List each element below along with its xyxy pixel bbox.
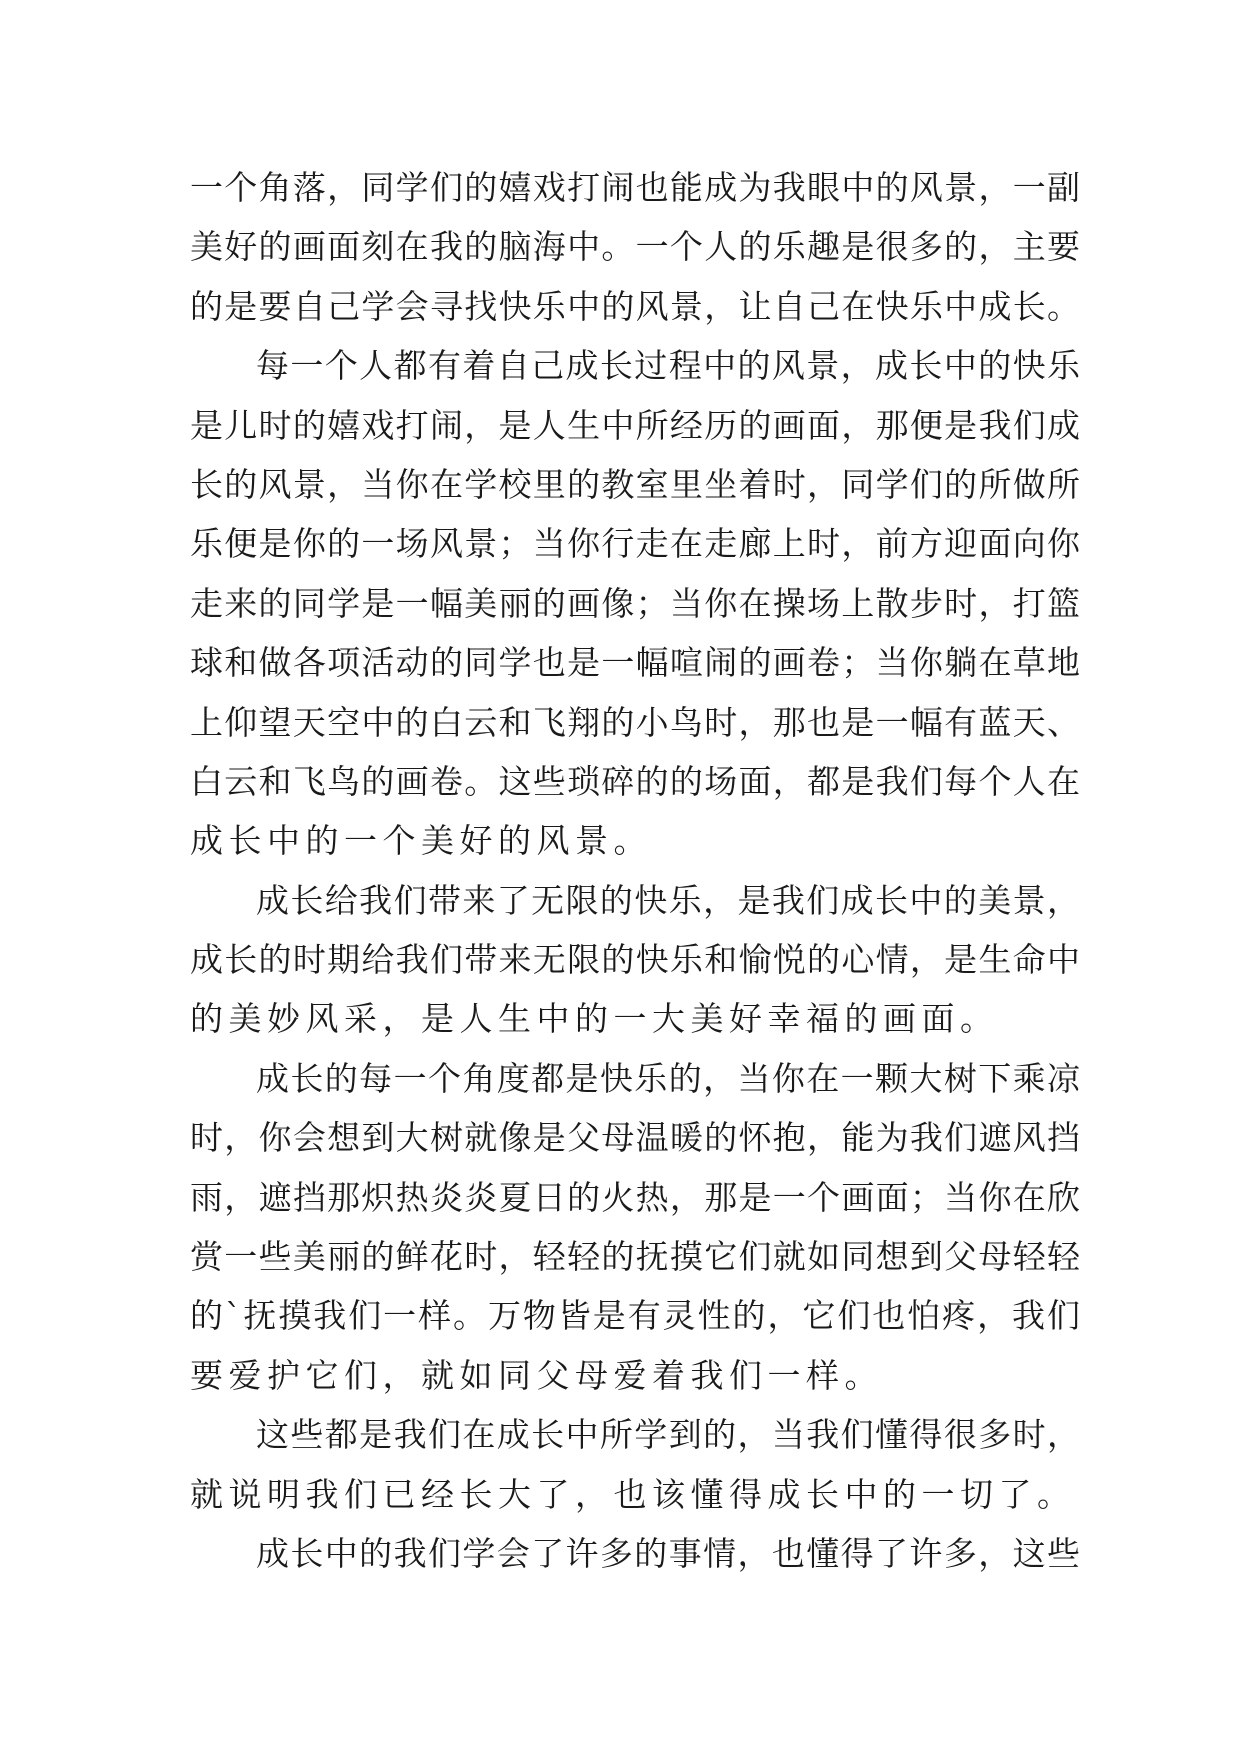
- text-line: 的`抚摸我们一样。万物皆是有灵性的，它们也怕疼，我们: [190, 1296, 1080, 1336]
- text-line: 是儿时的嬉戏打闹，是人生中所经历的画面，那便是我们成: [190, 405, 1080, 445]
- paragraph-last-line: 要爱护它们，就如同父母爱着我们一样。: [190, 1355, 883, 1395]
- paragraph-first-line: 这些都是我们在成长中所学到的，当我们懂得很多时，: [256, 1415, 1080, 1455]
- text-line: 的是要自己学会寻找快乐中的风景，让自己在快乐中成长。: [190, 286, 1080, 326]
- text-line: 走来的同学是一幅美丽的画像；当你在操场上散步时，打篮: [190, 583, 1080, 623]
- text-line: 长的风景，当你在学校里的教室里坐着时，同学们的所做所: [190, 464, 1080, 504]
- paragraph-first-line: 成长的每一个角度都是快乐的，当你在一颗大树下乘凉: [256, 1058, 1080, 1098]
- paragraph-first-line: 每一个人都有着自己成长过程中的风景，成长中的快乐: [256, 346, 1080, 386]
- text-line: 上仰望天空中的白云和飞翔的小鸟时，那也是一幅有蓝天、: [190, 702, 1080, 742]
- paragraph-last-line: 的美妙风采，是人生中的一大美好幸福的画面。: [190, 999, 999, 1039]
- text-line: 球和做各项活动的同学也是一幅喧闹的画卷；当你躺在草地: [190, 643, 1080, 683]
- paragraph-last-line: 成长中的一个美好的风景。: [190, 821, 652, 861]
- text-line: 时，你会想到大树就像是父母温暖的怀抱，能为我们遮风挡: [190, 1118, 1080, 1158]
- paragraph-first-line: 成长给我们带来了无限的快乐，是我们成长中的美景，: [256, 880, 1080, 920]
- text-line: 一个角落，同学们的嬉戏打闹也能成为我眼中的风景，一副: [190, 168, 1080, 207]
- text-line: 成长的时期给我们带来无限的快乐和愉悦的心情，是生命中: [190, 940, 1080, 980]
- text-line: 赏一些美丽的鲜花时，轻轻的抚摸它们就如同想到父母轻轻: [190, 1237, 1080, 1277]
- document-body: [190, 158, 1080, 1583]
- text-line: 美好的画面刻在我的脑海中。一个人的乐趣是很多的，主要: [190, 227, 1080, 267]
- paragraph-first-line: 成长中的我们学会了许多的事情，也懂得了许多，这些: [256, 1533, 1080, 1573]
- text-line: 乐便是你的一场风景；当你行走在走廊上时，前方迎面向你: [190, 524, 1080, 564]
- text-line: 雨，遮挡那炽热炎炎夏日的火热，那是一个画面；当你在欣: [190, 1177, 1080, 1217]
- text-line: 白云和飞鸟的画卷。这些琐碎的的场面，都是我们每个人在: [190, 761, 1080, 801]
- paragraph-last-line: 就说明我们已经长大了，也该懂得成长中的一切了。: [190, 1474, 1076, 1514]
